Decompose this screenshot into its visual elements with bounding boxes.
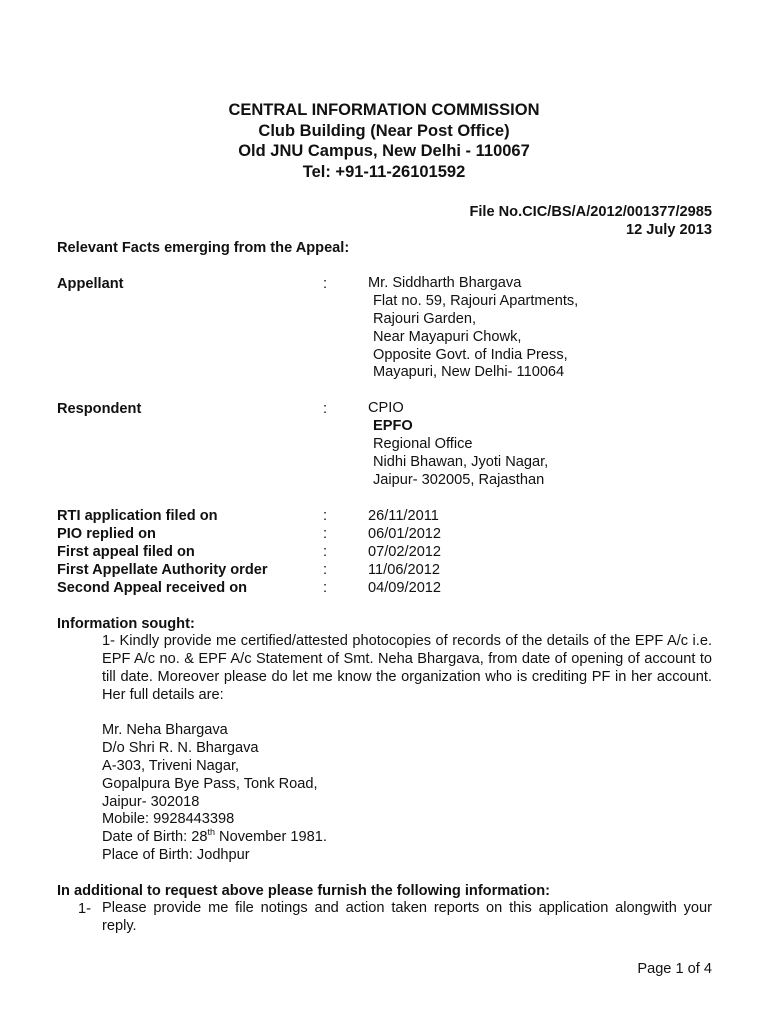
appellant-colon: :	[323, 276, 328, 292]
person-detail-line: Mobile: 9928443398	[102, 811, 235, 828]
appellant-address-line: Mayapuri, New Delhi- 110064	[373, 364, 565, 381]
person-details	[102, 722, 327, 865]
page-number: Page 1 of 4	[637, 961, 712, 977]
relevant-facts-heading: Relevant Facts emerging from the Appeal:	[57, 240, 350, 256]
appellant-address-line: Near Mayapuri Chowk,	[373, 328, 522, 345]
letterhead-building: Club Building (Near Post Office)	[258, 121, 510, 140]
dob-prefix: Date of Birth: 28	[102, 829, 208, 846]
respondent-org: EPFO	[373, 417, 413, 434]
person-detail-line: Gopalpura Bye Pass, Tonk Road,	[102, 775, 318, 792]
date-colon: :	[323, 508, 328, 524]
additional-item-text: Please provide me file notings and action taken reports on this application alongwith your reply.	[102, 900, 712, 934]
letterhead-phone: Tel: +91-11-26101592	[302, 163, 466, 182]
respondent-colon: :	[323, 401, 328, 417]
date-label-rti: RTI application filed on	[57, 508, 218, 524]
appellant-address-line: Flat no. 59, Rajouri Apartments,	[373, 292, 579, 309]
appellant-address-line: Opposite Govt. of India Press,	[373, 346, 568, 363]
date-value-faa-order: 11/06/2012	[368, 562, 440, 578]
date-colon: :	[323, 544, 328, 560]
person-detail-line: Jaipur- 302018	[102, 793, 200, 810]
date-label-first-appeal: First appeal filed on	[57, 544, 195, 560]
letterhead-title: CENTRAL INFORMATION COMMISSION	[228, 101, 540, 119]
date-colon: :	[323, 526, 328, 542]
place-of-birth: Place of Birth: Jodhpur	[102, 847, 250, 864]
respondent-address-line: Jaipur- 302005, Rajasthan	[373, 471, 545, 488]
person-detail-line: Mr. Neha Bhargava	[102, 722, 228, 738]
date-value-rti: 26/11/2011	[368, 508, 439, 524]
letter-date: 12 July 2013	[625, 222, 712, 238]
date-label-second-appeal: Second Appeal received on	[57, 580, 248, 596]
respondent-address-line: Nidhi Bhawan, Jyoti Nagar,	[373, 453, 549, 470]
additional-item-number: 1-	[78, 901, 91, 917]
respondent-details	[368, 400, 548, 489]
person-detail-line: A-303, Triveni Nagar,	[102, 757, 240, 774]
information-sought-paragraph: 1- Kindly provide me certified/attested photocopies of records of the details of the EPF A/c i.e. EPF A/c no. & EPF A/c Statement of Smt. Neha Bhargava, from date of opening of account to till date. Moreover please do let me know the organization who is crediting PF in her account. Her full details are:	[102, 633, 712, 703]
respondent-label: Respondent	[57, 401, 142, 417]
respondent-cpio: CPIO	[368, 400, 404, 416]
date-of-birth	[102, 829, 327, 847]
appellant-address-line: Rajouri Garden,	[373, 310, 477, 327]
appellant-name: Mr. Siddharth Bhargava	[368, 275, 522, 291]
dob-suffix: November 1981.	[214, 829, 327, 846]
date-colon: :	[323, 580, 328, 596]
dob-superscript: th	[207, 827, 215, 838]
date-value-pio: 06/01/2012	[368, 526, 442, 542]
appellant-details	[368, 275, 578, 382]
date-colon: :	[323, 562, 328, 578]
information-sought-heading: Information sought:	[57, 616, 195, 632]
respondent-address-line: Regional Office	[373, 435, 473, 452]
date-value-second-appeal: 04/09/2012	[368, 580, 442, 596]
date-label-faa-order: First Appellate Authority order	[57, 562, 268, 578]
additional-heading: In additional to request above please furnish the following information:	[57, 883, 550, 899]
appellant-label: Appellant	[57, 276, 124, 292]
date-label-pio: PIO replied on	[57, 526, 156, 542]
date-value-first-appeal: 07/02/2012	[368, 544, 442, 560]
letterhead-campus: Old JNU Campus, New Delhi - 110067	[238, 142, 530, 161]
letterhead	[0, 100, 768, 183]
file-number: File No.CIC/BS/A/2012/001377/2985	[469, 204, 712, 220]
person-detail-line: D/o Shri R. N. Bhargava	[102, 739, 259, 756]
